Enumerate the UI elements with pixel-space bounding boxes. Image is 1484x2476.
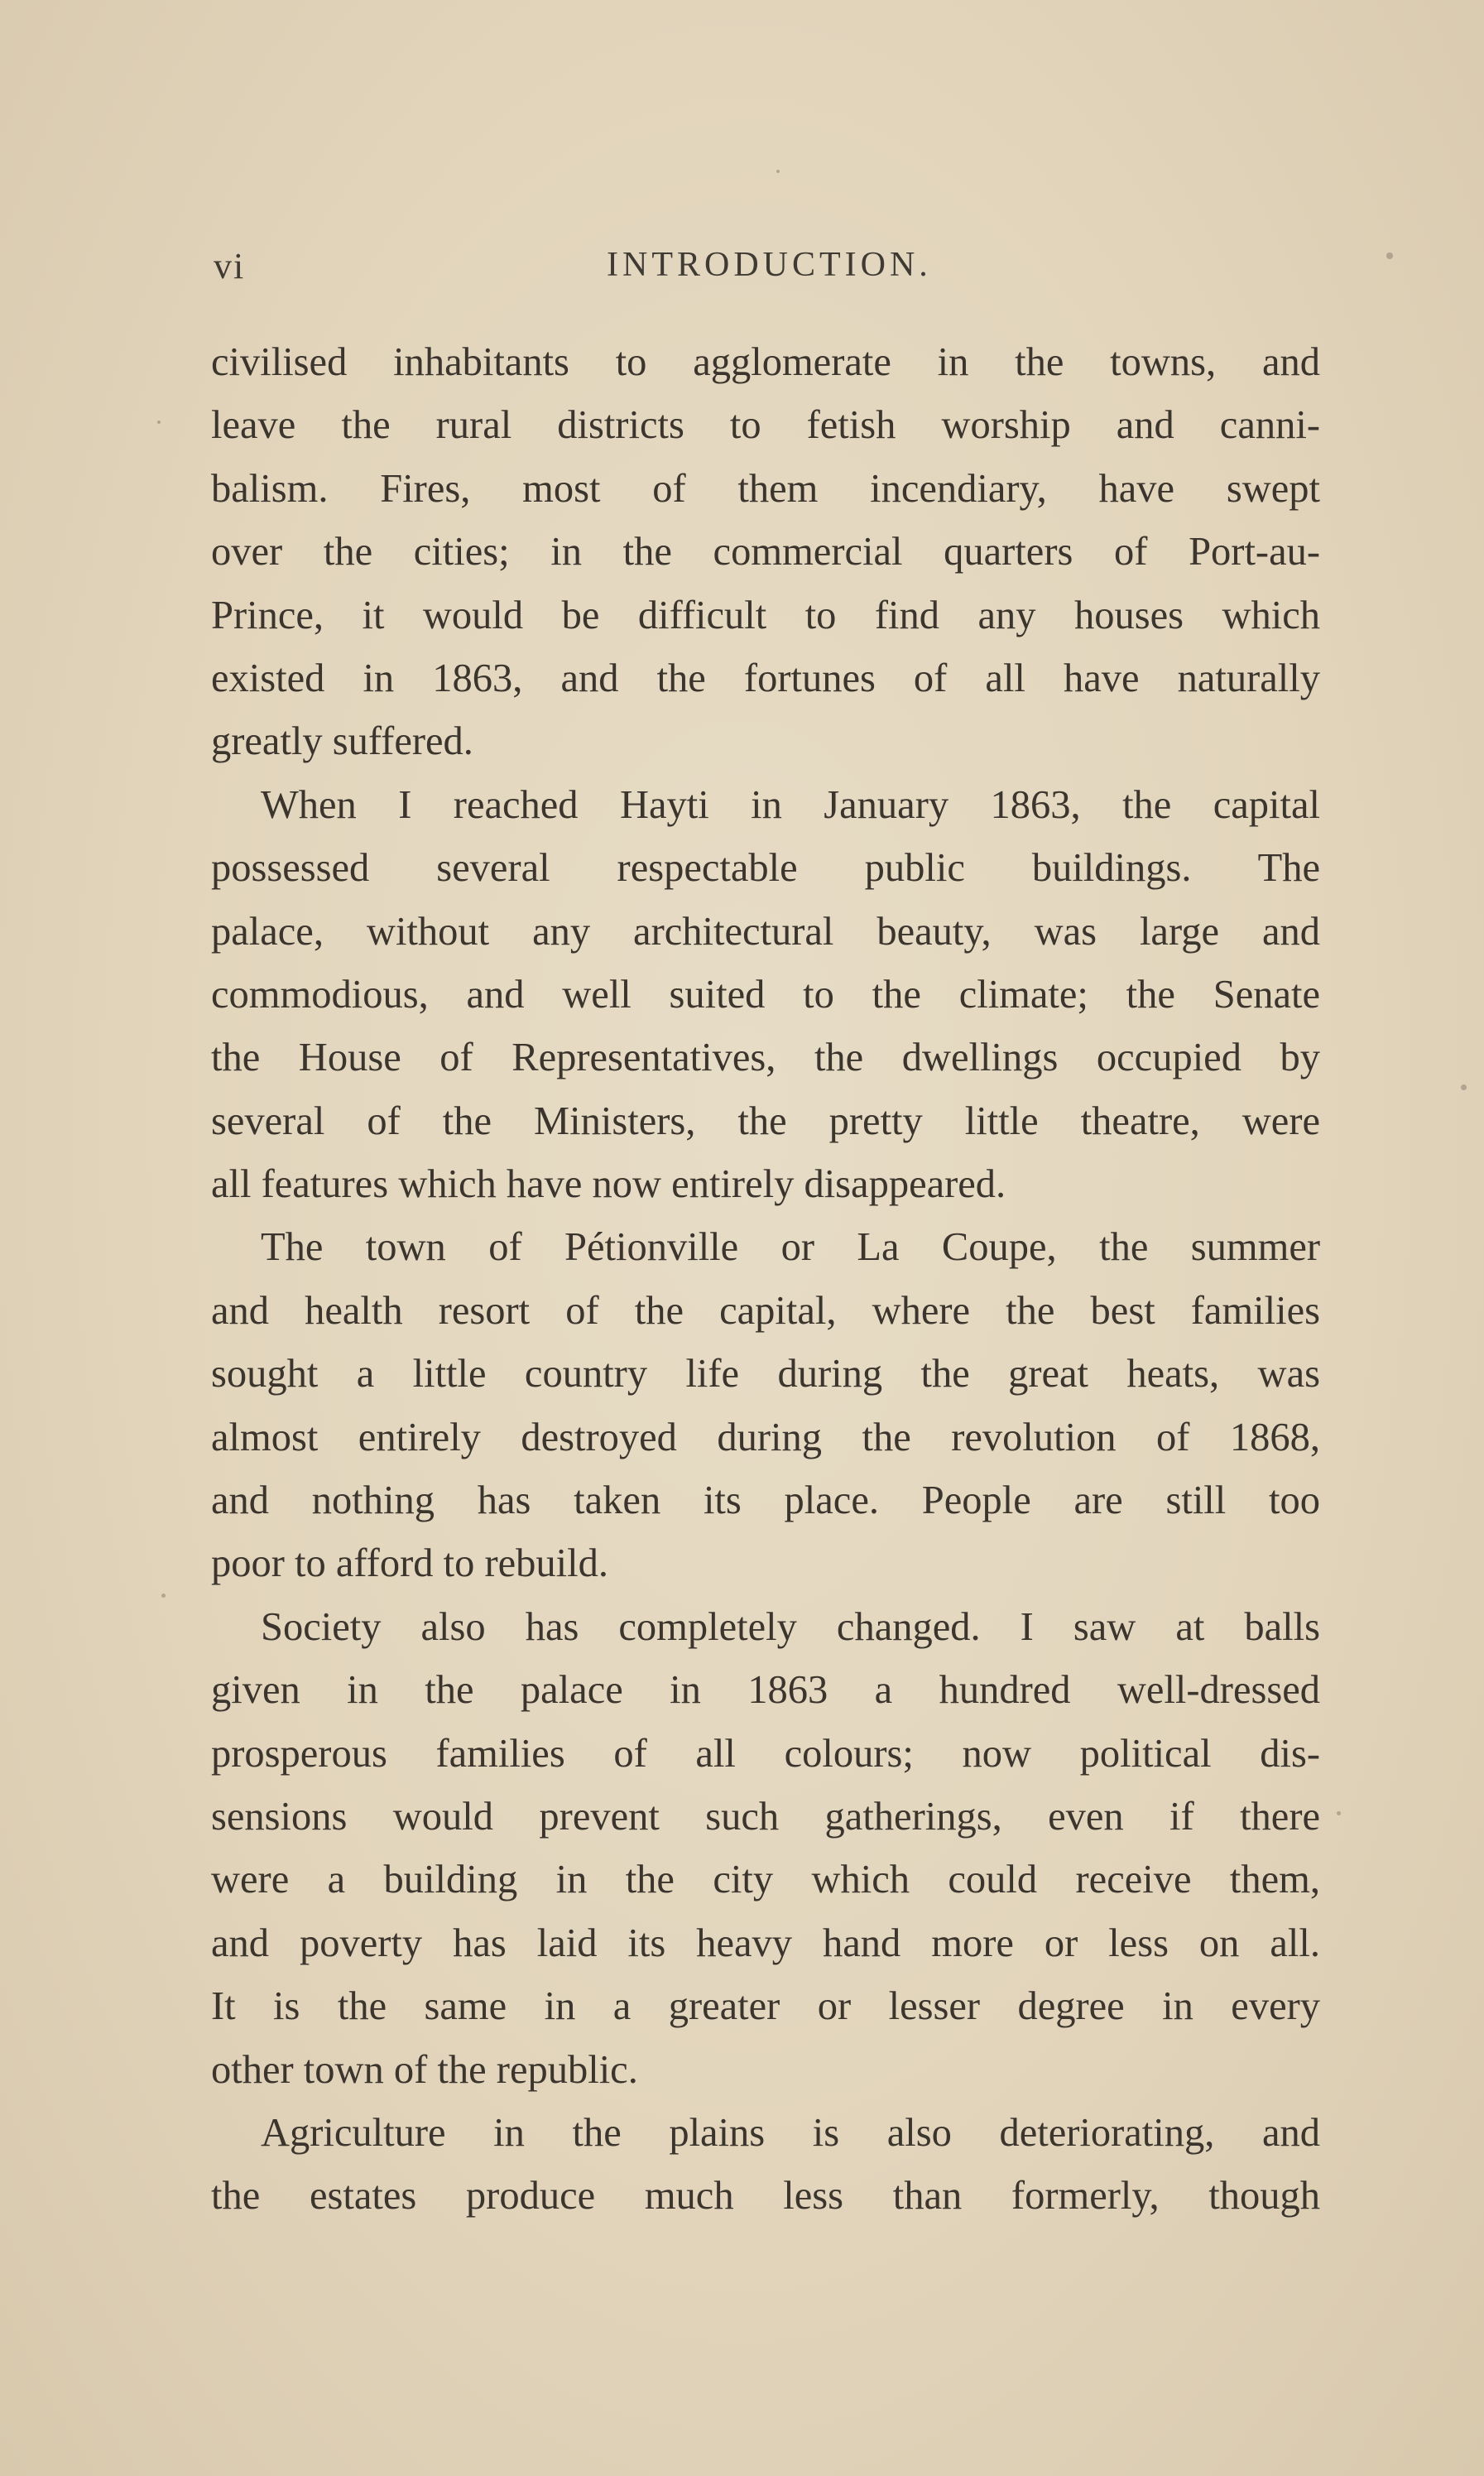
text-line: poor to afford to rebuild. bbox=[211, 1541, 608, 1586]
text-line: almost entirely destroyed during the revolution of 1868, bbox=[211, 1415, 1320, 1459]
text-line: given in the palace in 1863 a hundred well-dressed bbox=[211, 1668, 1320, 1713]
text-line: and nothing has taken its place. People are still too bbox=[211, 1478, 1320, 1523]
text-line: sought a little country life during the great heats, was bbox=[211, 1352, 1320, 1397]
text-line: greatly suffered. bbox=[211, 719, 473, 764]
text-line: palace, without any architectural beauty, was large and bbox=[211, 909, 1320, 954]
text-line: were a building in the city which could receive them, bbox=[211, 1858, 1320, 1902]
text-line: prosperous families of all colours; now political dis- bbox=[211, 1731, 1320, 1776]
text-line: The town of Pétionville or La Coupe, the summer bbox=[261, 1225, 1320, 1270]
text-line: Society also has completely changed. I saw at balls bbox=[261, 1604, 1320, 1649]
text-line: leave the rural districts to fetish worship and canni- bbox=[211, 403, 1320, 448]
text-line: the House of Representatives, the dwellings occupied by bbox=[211, 1036, 1320, 1080]
text-line: over the cities; in the commercial quarters of Port-au- bbox=[211, 530, 1320, 575]
text-line: existed in 1863, and the fortunes of all have naturally bbox=[211, 656, 1320, 700]
paper-speck bbox=[161, 1594, 166, 1598]
text-line: Prince, it would be difficult to find any houses which bbox=[211, 593, 1320, 637]
text-line: civilised inhabitants to agglomerate in the towns, and bbox=[211, 340, 1320, 384]
paper-speck bbox=[1461, 1084, 1467, 1090]
text-line: sensions would prevent such gatherings, even if there bbox=[211, 1794, 1320, 1839]
text-line: Agriculture in the plains is also deteriorating, and bbox=[261, 2110, 1320, 2155]
paper-speck bbox=[776, 170, 780, 173]
running-head: INTRODUCTION. bbox=[607, 246, 932, 284]
text-line: It is the same in a greater or lesser degree in every bbox=[211, 1984, 1320, 2029]
text-line: several of the Ministers, the pretty little theatre, were bbox=[211, 1099, 1320, 1143]
text-line: all features which have now entirely disappeared. bbox=[211, 1162, 1006, 1207]
text-line: and health resort of the capital, where the best families bbox=[211, 1288, 1320, 1333]
text-line: commodious, and well suited to the climate; the Senate bbox=[211, 972, 1320, 1017]
paper-speck bbox=[1386, 252, 1393, 259]
text-line: possessed several respectable public buildings. The bbox=[211, 846, 1320, 891]
text-line: other town of the republic. bbox=[211, 2047, 638, 2092]
paper-speck bbox=[157, 421, 161, 424]
body-text bbox=[211, 331, 1320, 2228]
text-line: When I reached Hayti in January 1863, the capital bbox=[261, 782, 1320, 827]
page-header bbox=[214, 245, 1323, 295]
text-line: balism. Fires, most of them incendiary, have swept bbox=[211, 466, 1320, 511]
page-number: vi bbox=[214, 246, 246, 286]
text-line: the estates produce much less than formerly, though bbox=[211, 2174, 1320, 2219]
paper-speck bbox=[1337, 1811, 1341, 1815]
text-line: and poverty has laid its heavy hand more or less on all. bbox=[211, 1921, 1320, 1965]
